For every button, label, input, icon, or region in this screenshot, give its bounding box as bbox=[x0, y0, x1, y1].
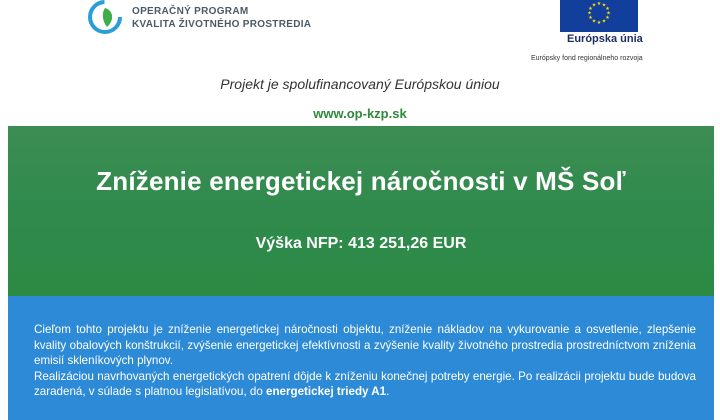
leaf-circle-logo-icon bbox=[86, 0, 124, 38]
project-title: Zníženie energetickej náročnosti v MŠ Soľ bbox=[96, 166, 626, 196]
fund-label: Európsky fond regionálneho rozvoja bbox=[531, 55, 643, 62]
svg-text:★: ★ bbox=[605, 15, 610, 21]
cofinanced-statement: Projekt je spolufinancovaný Európskou úniou bbox=[220, 76, 500, 92]
program-line-2: KVALITA ŽIVOTNÉHO PROSTREDIA bbox=[132, 19, 312, 30]
svg-text:★: ★ bbox=[591, 2, 597, 9]
project-banner bbox=[8, 126, 714, 296]
svg-text:★: ★ bbox=[591, 18, 597, 25]
paragraph-2-text: Realizáciou navrhovaných energetických opatrení dôjde k zníženiu konečnej potreby energie. Po realizácii projektu bude budova zaradená, v súlade s platnou legislatívou, do bbox=[34, 369, 696, 398]
project-description-panel bbox=[8, 296, 714, 420]
energy-class: energetickej triedy A1 bbox=[266, 385, 387, 398]
svg-text:★: ★ bbox=[588, 6, 593, 12]
project-description bbox=[34, 322, 696, 400]
paragraph-2-end: . bbox=[386, 385, 390, 398]
svg-text:★: ★ bbox=[588, 15, 593, 21]
svg-text:★: ★ bbox=[606, 10, 611, 17]
website-link[interactable]: www.op-kzp.sk bbox=[313, 106, 407, 121]
eu-label: Európska únia bbox=[567, 33, 643, 45]
svg-text:★: ★ bbox=[601, 18, 607, 25]
program-line-1: OPERAČNÝ PROGRAM bbox=[132, 6, 249, 17]
operational-program-name bbox=[132, 5, 311, 31]
svg-text:★: ★ bbox=[601, 2, 607, 9]
nfp-amount: Výška NFP: 413 251,26 EUR bbox=[255, 235, 467, 252]
svg-text:★: ★ bbox=[596, 20, 602, 26]
description-paragraph-1: Cieľom tohto projektu je zníženie energetickej náročnosti objektu, zníženie nákladov na vykurovanie a osvetlenie, zlepšenie kvality obalových konštrukcií, zvýšenie energetickej efektívnosti a zvýšenie kvality životného prostredia prostredníctvom zníženia emisií skleníkových plynov. bbox=[34, 323, 696, 367]
svg-text:★: ★ bbox=[605, 6, 610, 12]
eu-flag-icon bbox=[560, 0, 638, 32]
svg-text:★: ★ bbox=[596, 1, 602, 7]
svg-text:★: ★ bbox=[587, 10, 592, 17]
description-paragraph-2 bbox=[34, 369, 696, 400]
